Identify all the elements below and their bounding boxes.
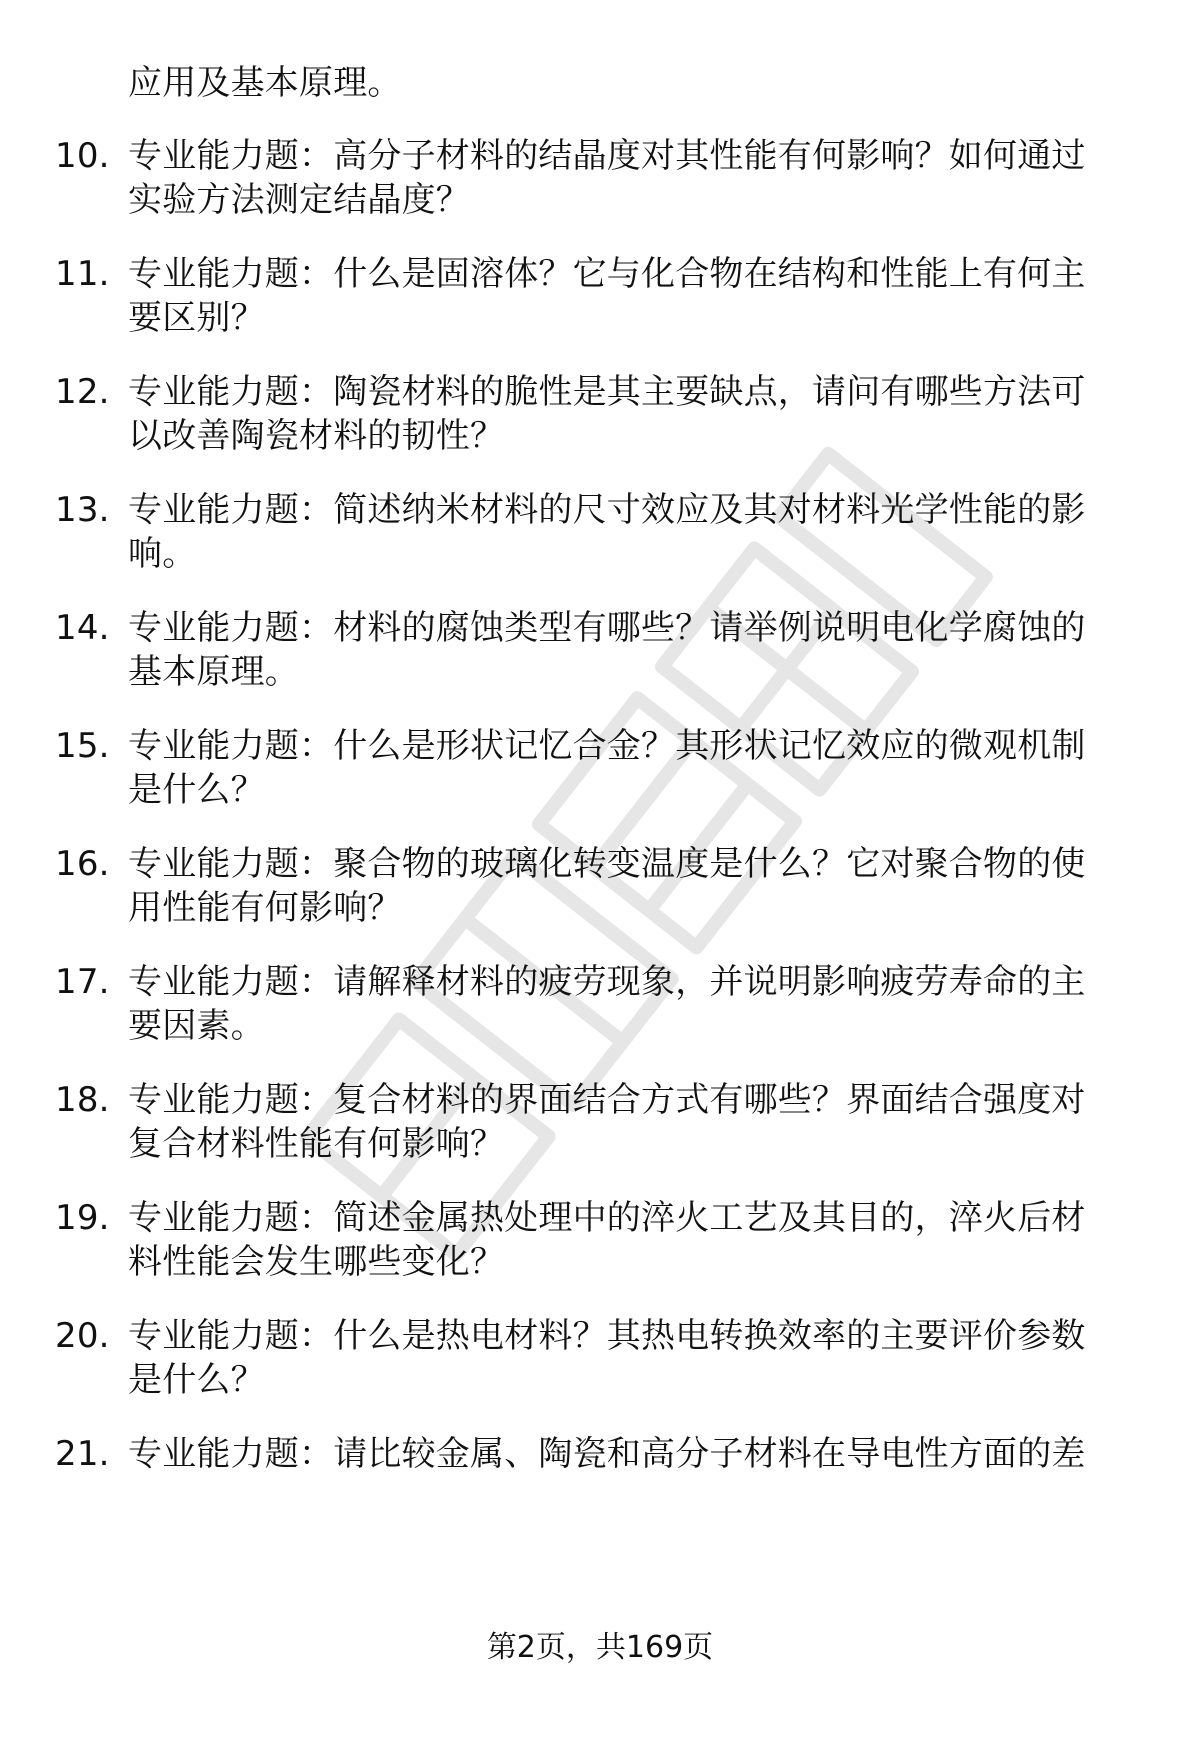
question-text-line2: 是什么？	[128, 1360, 265, 1400]
question-number: 18.	[55, 1080, 110, 1120]
question-text-line2: 复合材料性能有何影响？	[128, 1124, 505, 1164]
question-text-line1: 专业能力题：材料的腐蚀类型有哪些？请举例说明电化学腐蚀的	[128, 608, 1086, 648]
question-text-line1: 专业能力题：简述纳米材料的尺寸效应及其对材料光学性能的影	[128, 490, 1086, 530]
question-number: 15.	[55, 726, 110, 766]
page-number-footer: 第2页，共169页	[486, 1630, 714, 1665]
question-text-line1: 专业能力题：简述金属热处理中的淬火工艺及其目的，淬火后材	[128, 1198, 1086, 1238]
question-number: 20.	[55, 1316, 110, 1356]
question-text-line2: 响。	[128, 534, 197, 574]
question-text-line1: 专业能力题：什么是形状记忆合金？其形状记忆效应的微观机制	[128, 726, 1086, 766]
question-text-line1: 专业能力题：什么是固溶体？它与化合物在结构和性能上有何主	[128, 254, 1086, 294]
question-number: 12.	[55, 372, 110, 412]
question-text-line2: 要区别？	[128, 298, 265, 338]
question-text-line1: 专业能力题：请解释材料的疲劳现象，并说明影响疲劳寿命的主	[128, 962, 1086, 1002]
question-number: 14.	[55, 608, 110, 648]
question-number: 16.	[55, 844, 110, 884]
question-text-line2: 基本原理。	[128, 652, 299, 692]
question-number: 11.	[55, 254, 110, 294]
question-text-line2: 料性能会发生哪些变化？	[128, 1242, 505, 1282]
question-text-line1: 专业能力题：请比较金属、陶瓷和高分子材料在导电性方面的差	[128, 1434, 1086, 1474]
continued-line-text: 应用及基本原理。	[128, 63, 402, 103]
question-text-line2: 是什么？	[128, 770, 265, 810]
question-number: 19.	[55, 1198, 110, 1238]
question-number: 17.	[55, 962, 110, 1002]
question-text-line2: 用性能有何影响？	[128, 888, 402, 928]
question-text-line1: 专业能力题：复合材料的界面结合方式有哪些？界面结合强度对	[128, 1080, 1086, 1120]
question-number: 13.	[55, 490, 110, 530]
question-text-line1: 专业能力题：聚合物的玻璃化转变温度是什么？它对聚合物的使	[128, 844, 1086, 884]
question-text-line1: 专业能力题：高分子材料的结晶度对其性能有何影响？如何通过	[128, 136, 1086, 176]
question-number: 10.	[55, 136, 110, 176]
question-text-line2: 以改善陶瓷材料的韧性？	[128, 416, 505, 456]
question-number: 21.	[55, 1434, 110, 1474]
question-text-line2: 要因素。	[128, 1006, 265, 1046]
question-text-line2: 实验方法测定结晶度？	[128, 180, 470, 220]
question-text-line1: 专业能力题：陶瓷材料的脆性是其主要缺点，请问有哪些方法可	[128, 372, 1086, 412]
question-text-line1: 专业能力题：什么是热电材料？其热电转换效率的主要评价参数	[128, 1316, 1086, 1356]
